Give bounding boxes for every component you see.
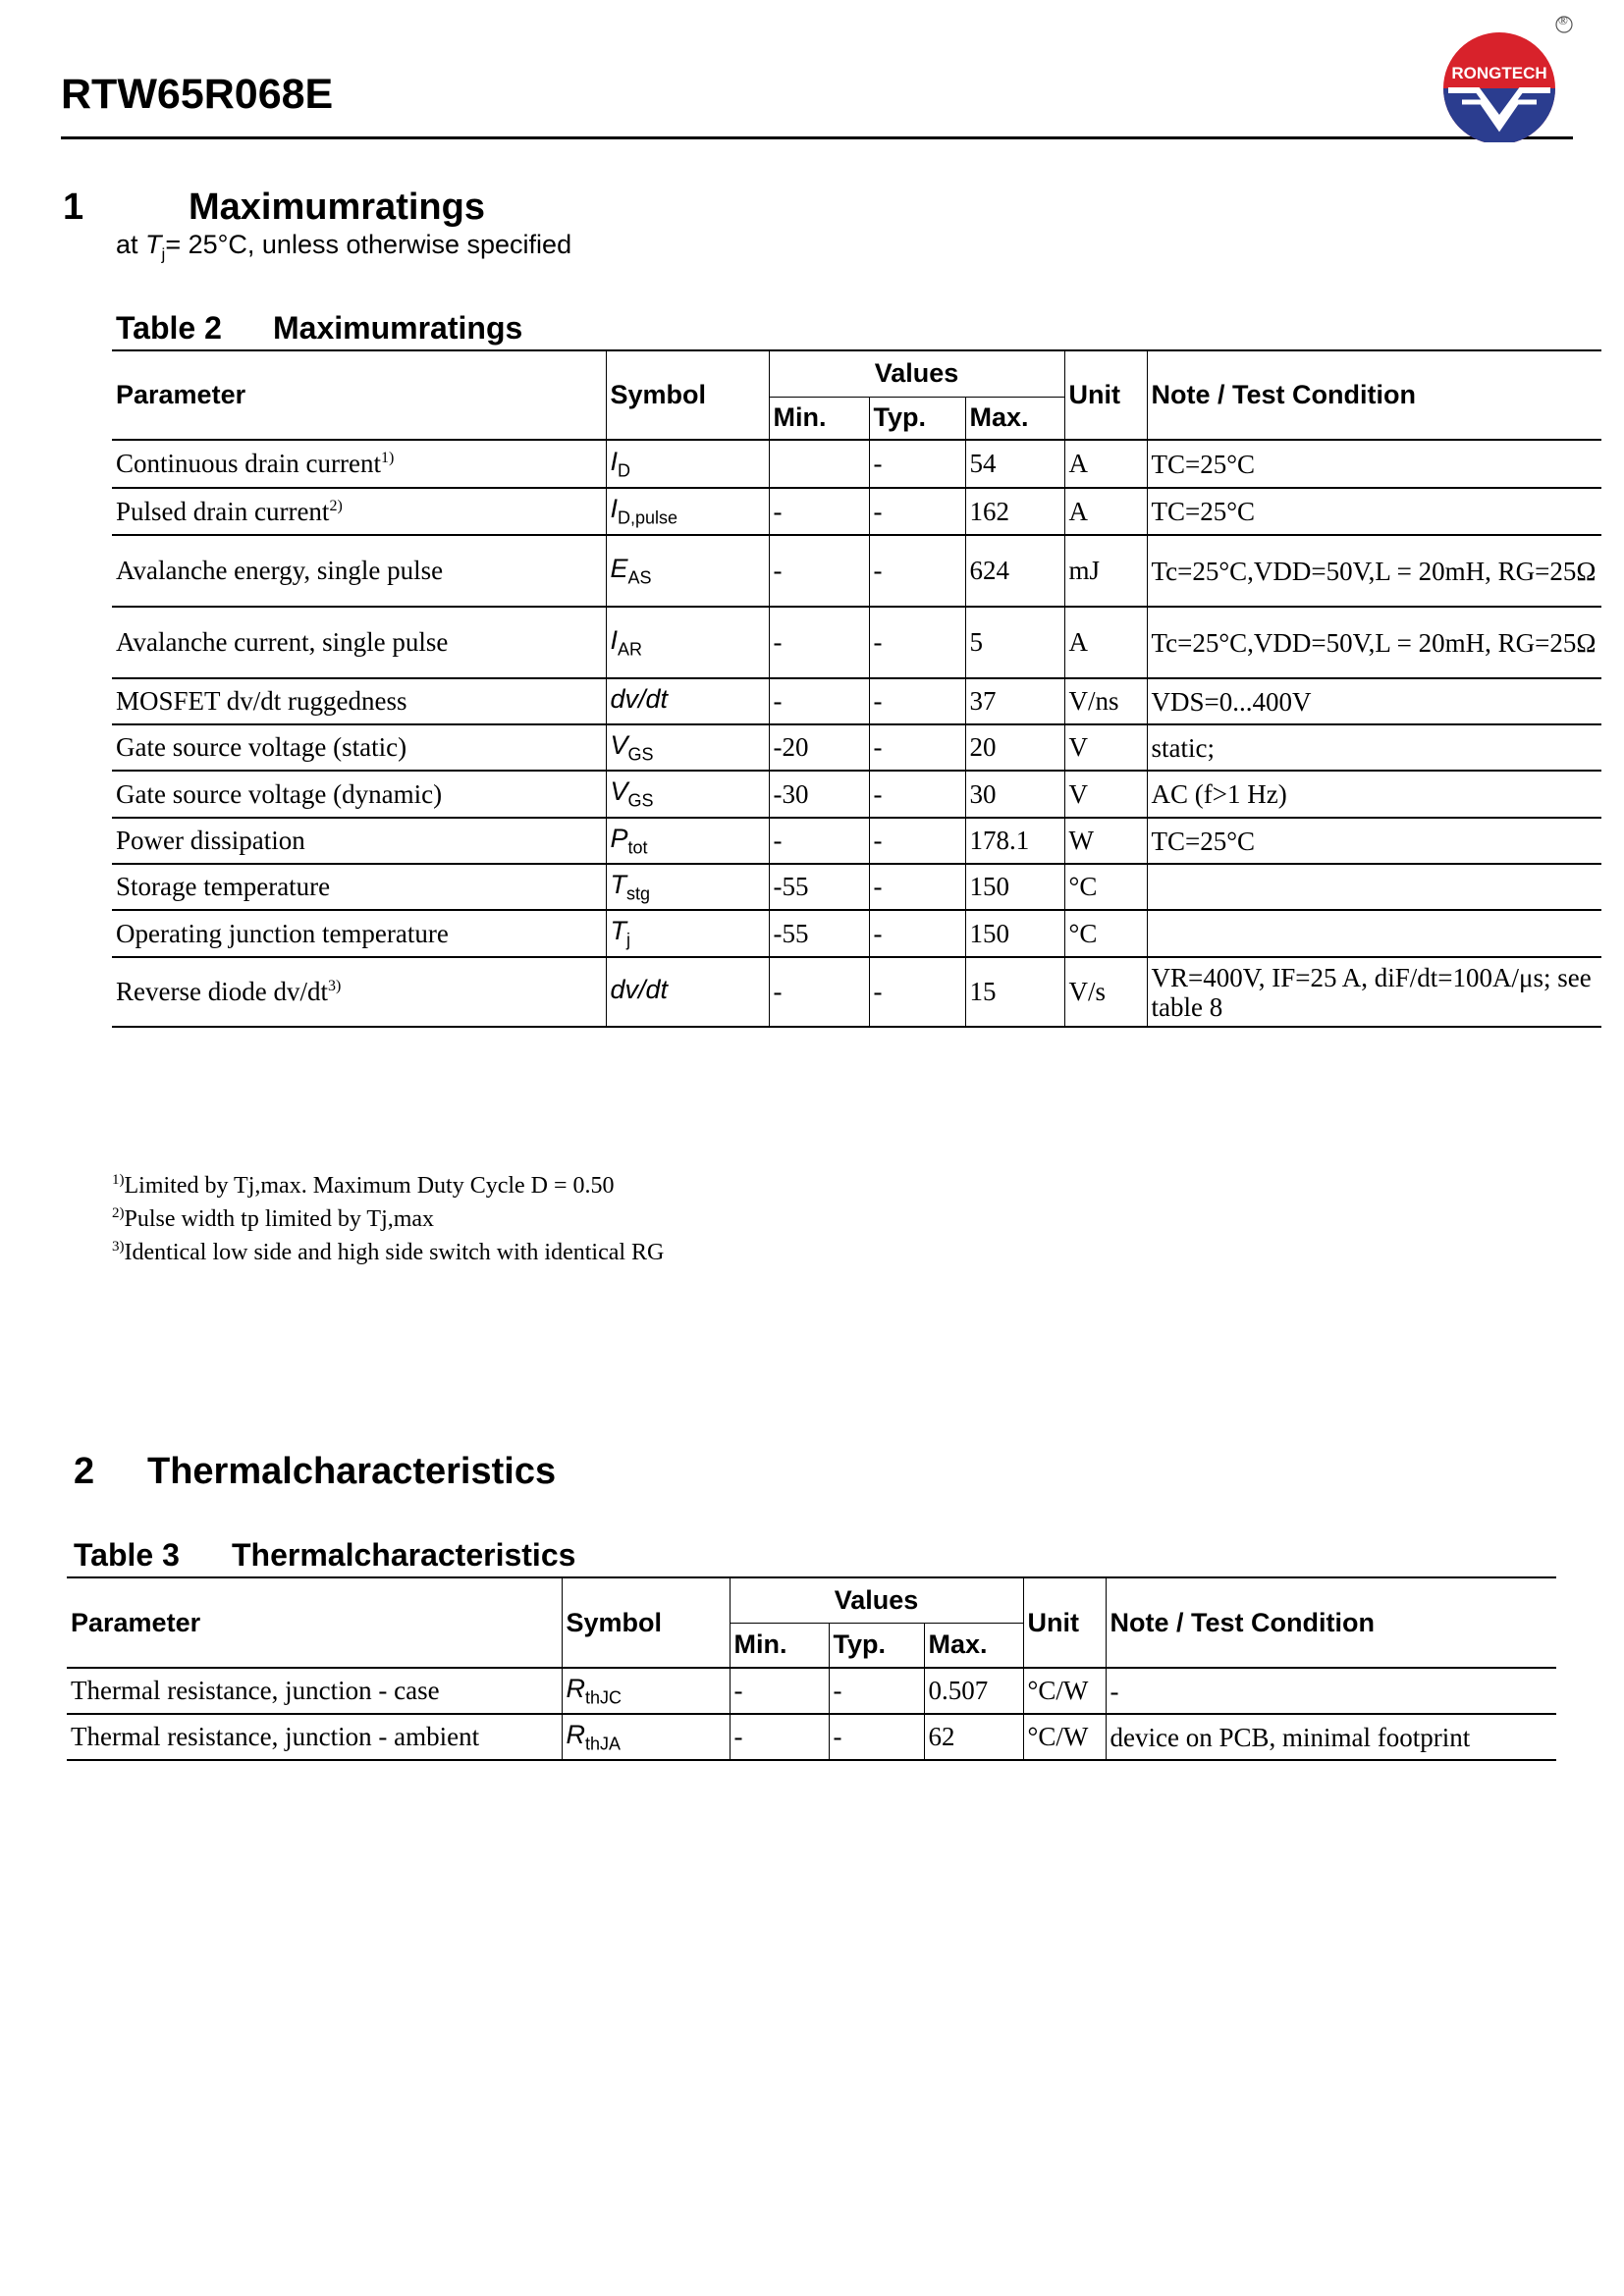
header-min: Min.	[730, 1623, 829, 1668]
unit-cell: A	[1064, 607, 1147, 678]
typ-cell: -	[869, 771, 965, 818]
table-row	[112, 957, 1601, 1027]
symbol-cell: $T_j$	[606, 910, 769, 957]
min-cell: -	[769, 957, 869, 1027]
symbol-cell: $V_{GS}$	[606, 771, 769, 818]
max-cell: 30	[965, 771, 1064, 818]
typ-cell: -	[869, 535, 965, 607]
min-cell: -	[769, 488, 869, 535]
param-cell: Thermal resistance, junction - case	[71, 1676, 440, 1705]
max-cell: 162	[965, 488, 1064, 535]
typ-cell: -	[869, 724, 965, 771]
header-values: Values	[730, 1577, 1023, 1623]
table-row	[112, 771, 1601, 818]
section1-title: Maximumratings	[189, 187, 485, 228]
min-cell: -	[730, 1668, 829, 1714]
note-cell: Tc=25°C,VDD=50V,L = 20mH, RG=25Ω	[1147, 535, 1601, 607]
min-cell: -30	[769, 771, 869, 818]
note-cell: device on PCB, minimal footprint	[1106, 1714, 1556, 1760]
header-max: Max.	[924, 1623, 1023, 1668]
typ-cell: -	[869, 957, 965, 1027]
max-cell: 37	[965, 678, 1064, 724]
param-cell: Power dissipation	[116, 826, 305, 855]
symbol-cell: dv/dt	[606, 957, 769, 1027]
max-cell: 15	[965, 957, 1064, 1027]
typ-cell: -	[869, 864, 965, 910]
max-cell: 5	[965, 607, 1064, 678]
header-note: Note / Test Condition	[1147, 350, 1601, 440]
note-cell: Tc=25°C,VDD=50V,L = 20mH, RG=25Ω	[1147, 607, 1601, 678]
table3-caption-title: Thermalcharacteristics	[232, 1537, 576, 1573]
typ-cell: -	[869, 440, 965, 488]
symbol-cell: $I_{D,pulse}$	[606, 488, 769, 535]
max-cell: 0.507	[924, 1668, 1023, 1714]
unit-cell: °C	[1064, 910, 1147, 957]
param-cell: Pulsed drain current$^{2)}$	[116, 496, 343, 526]
min-cell	[769, 440, 869, 488]
table-row	[112, 910, 1601, 957]
header-symbol: Symbol	[562, 1577, 730, 1668]
header-values: Values	[769, 350, 1064, 397]
min-cell: -55	[769, 910, 869, 957]
table-row	[112, 864, 1601, 910]
note-cell	[1147, 910, 1601, 957]
unit-cell: A	[1064, 488, 1147, 535]
rongtech-logo	[1429, 10, 1576, 142]
header-parameter: Parameter	[112, 350, 606, 440]
max-ratings-table	[112, 349, 1601, 1028]
param-cell: Thermal resistance, junction - ambient	[71, 1722, 480, 1751]
min-cell: -	[769, 607, 869, 678]
header-unit: Unit	[1064, 350, 1147, 440]
table-row	[67, 1668, 1556, 1714]
table-row	[112, 535, 1601, 607]
section1-subtitle: at $T_j= 25^\circ C$, unless otherwise specified	[116, 230, 572, 264]
section1-number: 1	[63, 187, 84, 228]
registered-mark: ®	[1558, 13, 1568, 27]
min-cell: -	[730, 1714, 829, 1760]
table-row	[112, 440, 1601, 488]
table2-caption-title: Maximumratings	[273, 310, 523, 346]
max-cell: 54	[965, 440, 1064, 488]
header-parameter: Parameter	[67, 1577, 562, 1668]
min-cell: -	[769, 535, 869, 607]
param-cell: Avalanche current, single pulse	[116, 627, 449, 657]
max-cell: 20	[965, 724, 1064, 771]
symbol-cell: $P_{tot}$	[606, 818, 769, 864]
min-cell: -	[769, 678, 869, 724]
unit-cell: V/s	[1064, 957, 1147, 1027]
min-cell: -20	[769, 724, 869, 771]
param-cell: Gate source voltage (dynamic)	[116, 778, 443, 809]
table3-caption-label: Table 3	[74, 1537, 180, 1573]
header-typ: Typ.	[829, 1623, 924, 1668]
table-row	[112, 678, 1601, 724]
part-number: RTW65R068E	[61, 71, 334, 118]
table-row	[112, 724, 1601, 771]
footnotes	[112, 1166, 664, 1266]
footnote-2: $^{2)}$Pulse width tp limited by Tj,max	[112, 1205, 435, 1232]
unit-cell: A	[1064, 440, 1147, 488]
symbol-cell: dv/dt	[606, 678, 769, 724]
symbol-cell: $T_{stg}$	[606, 864, 769, 910]
param-cell: Avalanche energy, single pulse	[116, 556, 444, 585]
footnote-3: $^{3)}$Identical low side and high side switch with identical RG	[112, 1239, 665, 1265]
table-row	[112, 818, 1601, 864]
symbol-cell: $R_{thJC}$	[562, 1668, 730, 1714]
header-rule	[61, 136, 1573, 139]
param-cell: Operating junction temperature	[116, 918, 449, 948]
note-cell: -	[1106, 1668, 1556, 1714]
thermal-table	[67, 1576, 1556, 1761]
typ-cell: -	[869, 678, 965, 724]
symbol-cell: $I_D$	[606, 440, 769, 488]
note-cell: AC (f>1 Hz)	[1147, 771, 1601, 818]
max-cell: 150	[965, 864, 1064, 910]
header-typ: Typ.	[869, 397, 965, 440]
header-note: Note / Test Condition	[1106, 1577, 1556, 1668]
unit-cell: W	[1064, 818, 1147, 864]
max-cell: 62	[924, 1714, 1023, 1760]
typ-cell: -	[869, 818, 965, 864]
param-cell: Gate source voltage (static)	[116, 732, 407, 762]
unit-cell: mJ	[1064, 535, 1147, 607]
note-cell: VDS=0...400V	[1147, 678, 1601, 724]
table-row	[67, 1714, 1556, 1760]
min-cell: -55	[769, 864, 869, 910]
note-cell: TC=25°C	[1147, 818, 1601, 864]
footnote-1: $^{1)}$Limited by Tj,max. Maximum Duty Cycle D = 0.50	[112, 1172, 615, 1199]
symbol-cell: $I_{AR}$	[606, 607, 769, 678]
unit-cell: °C/W	[1023, 1668, 1106, 1714]
unit-cell: °C/W	[1023, 1714, 1106, 1760]
section2-number: 2	[74, 1451, 95, 1492]
typ-cell: -	[869, 488, 965, 535]
max-cell: 150	[965, 910, 1064, 957]
table2-caption-label: Table 2	[116, 310, 222, 346]
symbol-cell: $R_{thJA}$	[562, 1714, 730, 1760]
unit-cell: V/ns	[1064, 678, 1147, 724]
unit-cell: V	[1064, 724, 1147, 771]
param-cell: MOSFET dv/dt ruggedness	[116, 686, 407, 716]
symbol-cell: $E_{AS}$	[606, 535, 769, 607]
header-symbol: Symbol	[606, 350, 769, 440]
note-cell: TC=25°C	[1147, 488, 1601, 535]
note-cell	[1147, 864, 1601, 910]
unit-cell: V	[1064, 771, 1147, 818]
min-cell: -	[769, 818, 869, 864]
typ-cell: -	[869, 910, 965, 957]
param-cell: Storage temperature	[116, 872, 331, 901]
note-cell: static;	[1147, 724, 1601, 771]
note-cell: TC=25°C	[1147, 440, 1601, 488]
max-cell: 624	[965, 535, 1064, 607]
section2-title: Thermalcharacteristics	[147, 1451, 557, 1492]
table-row	[112, 607, 1601, 678]
typ-cell: -	[829, 1668, 924, 1714]
param-cell: Reverse diode $dv/dt^{3)}$	[116, 977, 342, 1006]
logo-text: RONGTECH	[1451, 64, 1547, 82]
symbol-cell: $V_{GS}$	[606, 724, 769, 771]
header-unit: Unit	[1023, 1577, 1106, 1668]
note-cell: VR=400V, IF=25 A, diF/dt=100A/μs; see table 8	[1147, 957, 1601, 1027]
max-cell: 178.1	[965, 818, 1064, 864]
param-cell: Continuous drain current$^{1)}$	[116, 449, 395, 478]
typ-cell: -	[829, 1714, 924, 1760]
table-row	[112, 488, 1601, 535]
unit-cell: °C	[1064, 864, 1147, 910]
header-min: Min.	[769, 397, 869, 440]
typ-cell: -	[869, 607, 965, 678]
header-max: Max.	[965, 397, 1064, 440]
